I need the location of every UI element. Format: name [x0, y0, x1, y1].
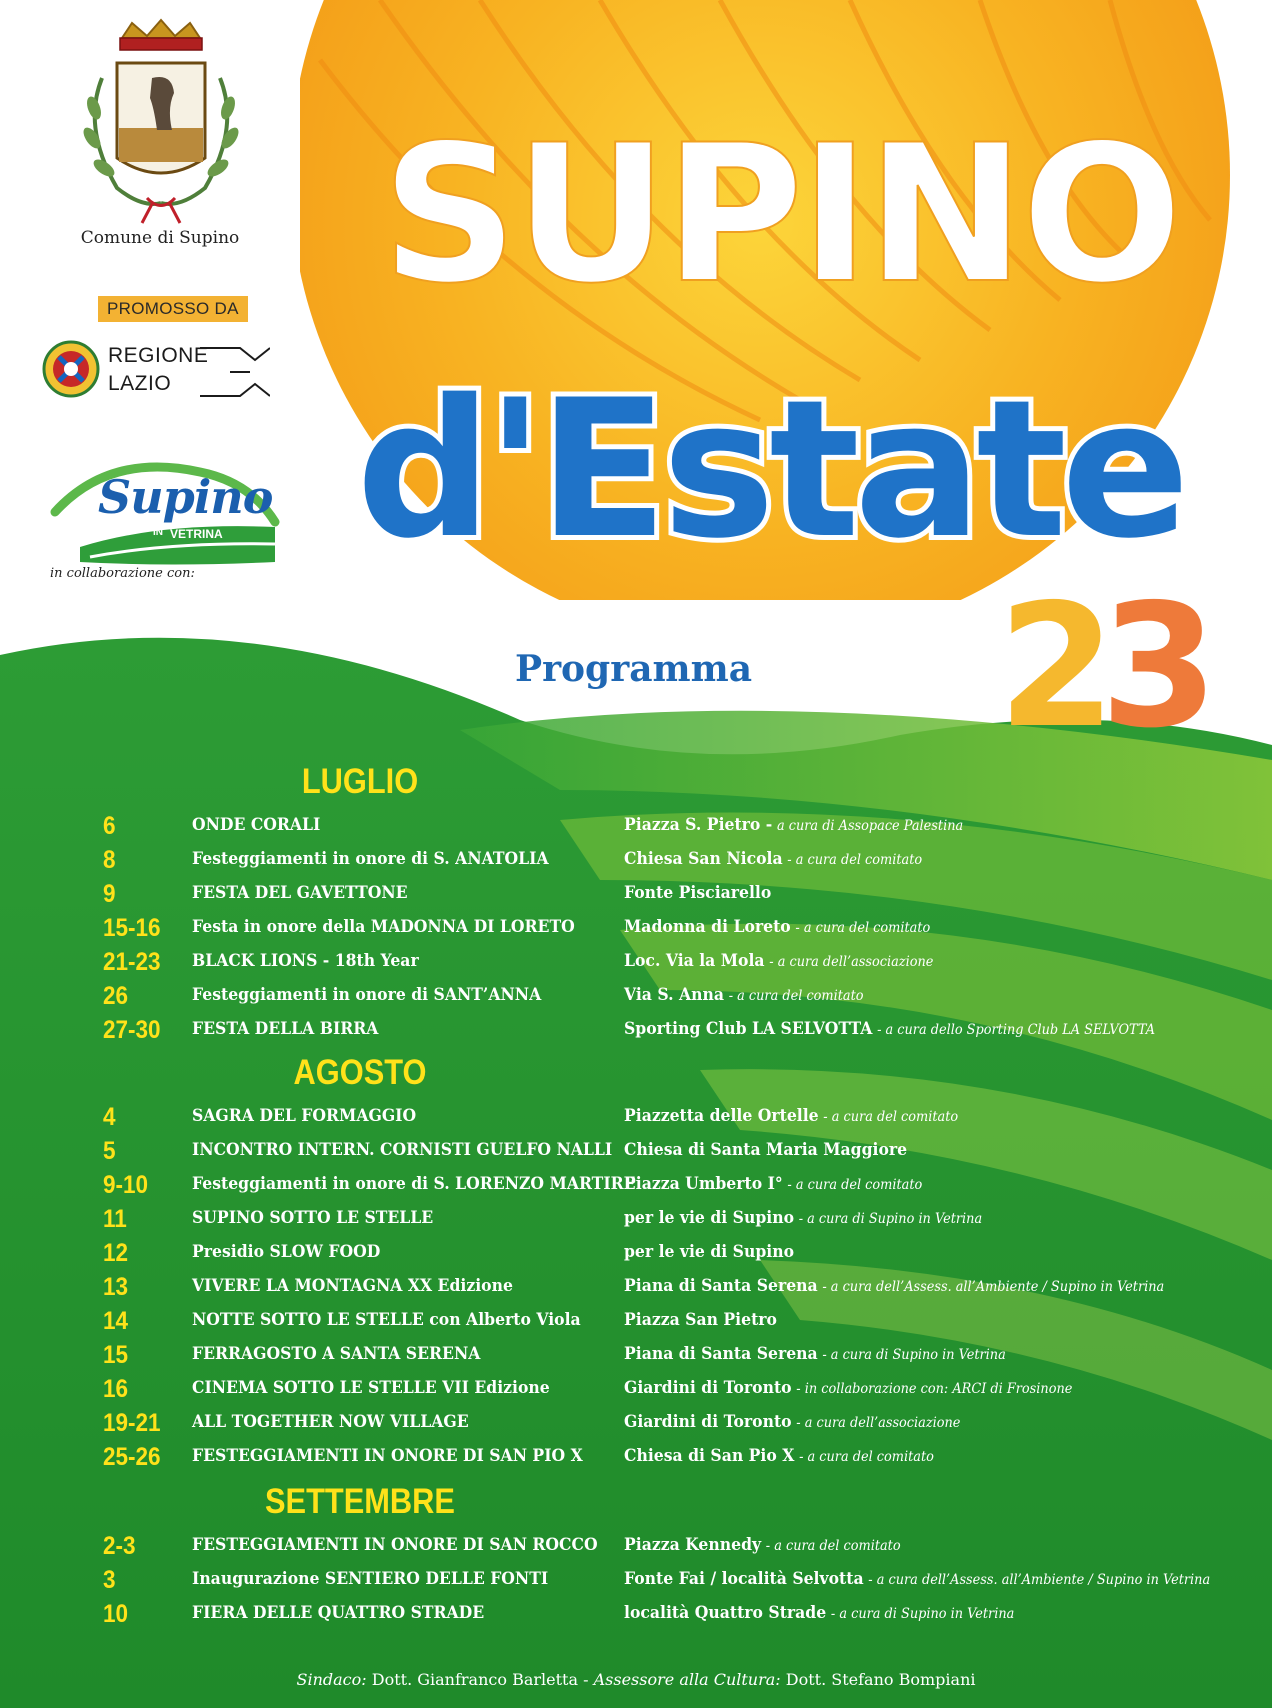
event-row: [0, 1600, 1272, 1634]
event-place: [624, 1019, 1155, 1039]
event-organizer: - a cura dell’Assess. all’Ambiente / Supino in Vetrina: [822, 1279, 1165, 1295]
event-location: Via S. Anna: [624, 985, 725, 1005]
event-place: [624, 1378, 1072, 1398]
event-location: Piazza S. Pietro -: [624, 815, 773, 835]
event-title: Festeggiamenti in onore di S. LORENZO MARTIRE: [192, 1174, 636, 1194]
event-date: 8: [103, 846, 116, 874]
main-title: [300, 95, 1260, 615]
event-date: 9-10: [103, 1171, 149, 1199]
event-place: [624, 1140, 907, 1160]
event-row: [0, 1307, 1272, 1341]
year-digit: 3: [1100, 585, 1203, 745]
event-location: località Quattro Strade: [624, 1603, 827, 1623]
event-place: [624, 1446, 934, 1466]
month-heading-july: LUGLIO: [301, 762, 419, 801]
programma-subtitle: Programma: [515, 648, 753, 690]
event-place: [624, 1310, 777, 1330]
event-date: 25-26: [103, 1443, 161, 1471]
event-row: [0, 846, 1272, 880]
event-location: Chiesa di Santa Maria Maggiore: [624, 1140, 908, 1160]
event-date: 15-16: [103, 914, 161, 942]
event-title: FIERA DELLE QUATTRO STRADE: [192, 1603, 485, 1623]
event-row: [0, 982, 1272, 1016]
sindaco-name: Dott. Gianfranco Barletta: [371, 1670, 579, 1689]
event-place: [624, 1535, 901, 1555]
event-title: Festeggiamenti in onore di S. ANATOLIA: [192, 849, 549, 869]
event-location: Madonna di Loreto: [624, 917, 791, 937]
event-date: 10: [103, 1600, 129, 1628]
event-date: 11: [103, 1205, 127, 1233]
event-row: [0, 812, 1272, 846]
event-title: SUPINO SOTTO LE STELLE: [192, 1208, 434, 1228]
year-23: [980, 585, 1220, 745]
event-title: FERRAGOSTO A SANTA SERENA: [192, 1344, 481, 1364]
event-row: [0, 1205, 1272, 1239]
event-location: Fonte Pisciarello: [624, 883, 772, 903]
event-row: [0, 1443, 1272, 1477]
event-date: 12: [103, 1239, 129, 1267]
event-title: INCONTRO INTERN. CORNISTI GUELFO NALLI: [192, 1140, 613, 1160]
event-place: [624, 849, 922, 869]
event-organizer: - a cura di Supino in Vetrina: [822, 1347, 1006, 1363]
event-organizer: - a cura dell’associazione: [796, 1415, 961, 1431]
event-date: 16: [103, 1375, 129, 1403]
event-title: ALL TOGETHER NOW VILLAGE: [192, 1412, 469, 1432]
event-title: FESTEGGIAMENTI IN ONORE DI SAN PIO X: [192, 1446, 583, 1466]
event-location: Loc. Via la Mola: [624, 951, 765, 971]
event-organizer: - a cura dello Sporting Club LA SELVOTTA: [877, 1022, 1156, 1038]
event-location: Giardini di Toronto: [624, 1412, 792, 1432]
event-organizer: - a cura di Supino in Vetrina: [830, 1606, 1015, 1622]
supino-vetrina-word: Supino: [98, 470, 273, 524]
event-organizer: - a cura del comitato: [765, 1538, 901, 1554]
event-place: [624, 1603, 1014, 1623]
event-organizer: - a cura del comitato: [795, 920, 931, 936]
event-date: 6: [103, 812, 116, 840]
event-place: [624, 1344, 1006, 1364]
event-location: Sporting Club LA SELVOTTA: [624, 1019, 873, 1039]
event-organizer: - a cura dell’associazione: [769, 954, 934, 970]
event-date: 3: [103, 1566, 116, 1594]
event-title: Presidio SLOW FOOD: [192, 1242, 381, 1262]
event-title: BLACK LIONS - 18th Year: [192, 951, 419, 971]
event-place: [624, 1569, 1210, 1589]
event-place: [624, 1276, 1164, 1296]
collaboration-label: in collaborazione con:: [50, 566, 195, 581]
event-organizer: - a cura del comitato: [787, 1177, 923, 1193]
event-organizer: - a cura del comitato: [823, 1109, 959, 1125]
event-row: [0, 1375, 1272, 1409]
event-location: Piazza San Pietro: [624, 1310, 777, 1330]
event-row: [0, 1171, 1272, 1205]
event-place: [624, 1106, 958, 1126]
event-title: CINEMA SOTTO LE STELLE VII Edizione: [192, 1378, 550, 1398]
event-title: Festa in onore della MADONNA DI LORETO: [192, 917, 575, 937]
event-date: 26: [103, 982, 129, 1010]
event-organizer: - a cura del comitato: [787, 852, 923, 868]
event-place: [624, 985, 864, 1005]
event-location: Fonte Fai / località Selvotta: [624, 1569, 864, 1589]
event-title: NOTTE SOTTO LE STELLE con Alberto Viola: [192, 1310, 581, 1330]
event-row: [0, 1239, 1272, 1273]
event-date: 19-21: [103, 1409, 161, 1437]
event-location: Piazza Umberto I°: [624, 1174, 783, 1194]
sindaco-label: Sindaco:: [296, 1670, 367, 1689]
event-place: [624, 815, 963, 835]
event-title: FESTEGGIAMENTI IN ONORE DI SAN ROCCO: [192, 1535, 598, 1555]
event-title: Inaugurazione SENTIERO DELLE FONTI: [192, 1569, 549, 1589]
month-heading-august: AGOSTO: [293, 1053, 427, 1092]
promosso-badge: PROMOSSO DA: [98, 296, 248, 322]
event-row: [0, 1016, 1272, 1050]
event-row: [0, 880, 1272, 914]
event-row: [0, 1532, 1272, 1566]
event-title: FESTA DEL GAVETTONE: [192, 883, 408, 903]
event-location: Chiesa San Nicola: [624, 849, 783, 869]
event-place: [624, 1242, 794, 1262]
coat-of-arms-icon: [62, 18, 260, 233]
regione-lazio-emblem-icon: [42, 340, 100, 398]
comune-label: Comune di Supino: [80, 228, 240, 248]
title-destate: d'Estate: [356, 359, 1184, 580]
event-place: [624, 917, 930, 937]
event-title: ONDE CORALI: [192, 815, 321, 835]
event-place: [624, 951, 933, 971]
footer-separator: -: [583, 1670, 589, 1689]
event-location: Piazzetta delle Ortelle: [624, 1106, 819, 1126]
event-organizer: - in collaborazione con: ARCI di Frosinone: [796, 1381, 1073, 1397]
event-title: VIVERE LA MONTAGNA XX Edizione: [192, 1276, 513, 1296]
event-location: Giardini di Toronto: [624, 1378, 792, 1398]
event-date: 15: [103, 1341, 129, 1369]
event-row: [0, 914, 1272, 948]
event-place: [624, 1208, 982, 1228]
vetrina-sub-label: VETRINA: [170, 527, 223, 541]
assessore-name: Dott. Stefano Bompiani: [785, 1670, 976, 1689]
vetrina-in-label: IN: [153, 527, 163, 538]
event-place: [624, 1174, 922, 1194]
event-organizer: - a cura del comitato: [799, 1449, 934, 1465]
event-location: Piana di Santa Serena: [624, 1344, 818, 1364]
event-row: [0, 1409, 1272, 1443]
event-date: 21-23: [103, 948, 161, 976]
event-title: Festeggiamenti in onore di SANT’ANNA: [192, 985, 542, 1005]
year-text: [998, 585, 1205, 745]
event-date: 2-3: [103, 1532, 136, 1560]
event-title: FESTA DELLA BIRRA: [192, 1019, 379, 1039]
event-row: [0, 948, 1272, 982]
lazio-word: LAZIO: [108, 372, 172, 395]
event-title: SAGRA DEL FORMAGGIO: [192, 1106, 417, 1126]
month-heading-september: SETTEMBRE: [265, 1482, 455, 1521]
event-row: [0, 1566, 1272, 1600]
event-place: [624, 883, 771, 903]
event-date: 5: [103, 1137, 116, 1165]
event-row: [0, 1103, 1272, 1137]
event-location: Chiesa di San Pio X: [624, 1446, 795, 1466]
event-date: 9: [103, 880, 116, 908]
assessore-label: Assessore alla Cultura:: [593, 1670, 781, 1689]
event-date: 14: [103, 1307, 129, 1335]
event-date: 13: [103, 1273, 129, 1301]
event-location: per le vie di Supino: [624, 1242, 795, 1262]
event-date: 27-30: [103, 1016, 161, 1044]
event-location: per le vie di Supino: [624, 1208, 795, 1228]
regione-word: REGIONE: [108, 344, 209, 367]
event-organizer: - a cura di Supino in Vetrina: [798, 1211, 983, 1227]
footer-credits: [0, 1670, 1272, 1689]
year-digit: 2: [997, 585, 1100, 745]
event-location: Piana di Santa Serena: [624, 1276, 818, 1296]
event-organizer: - a cura del comitato: [728, 988, 864, 1004]
event-organizer: a cura di Assopace Palestina: [776, 818, 964, 834]
event-row: [0, 1341, 1272, 1375]
title-supino: SUPINO: [381, 104, 1179, 325]
event-place: [624, 1412, 960, 1432]
event-row: [0, 1273, 1272, 1307]
event-row: [0, 1137, 1272, 1171]
event-organizer: - a cura dell’Assess. all’Ambiente / Supino in Vetrina: [868, 1572, 1211, 1588]
event-location: Piazza Kennedy: [624, 1535, 762, 1555]
event-date: 4: [103, 1103, 116, 1131]
